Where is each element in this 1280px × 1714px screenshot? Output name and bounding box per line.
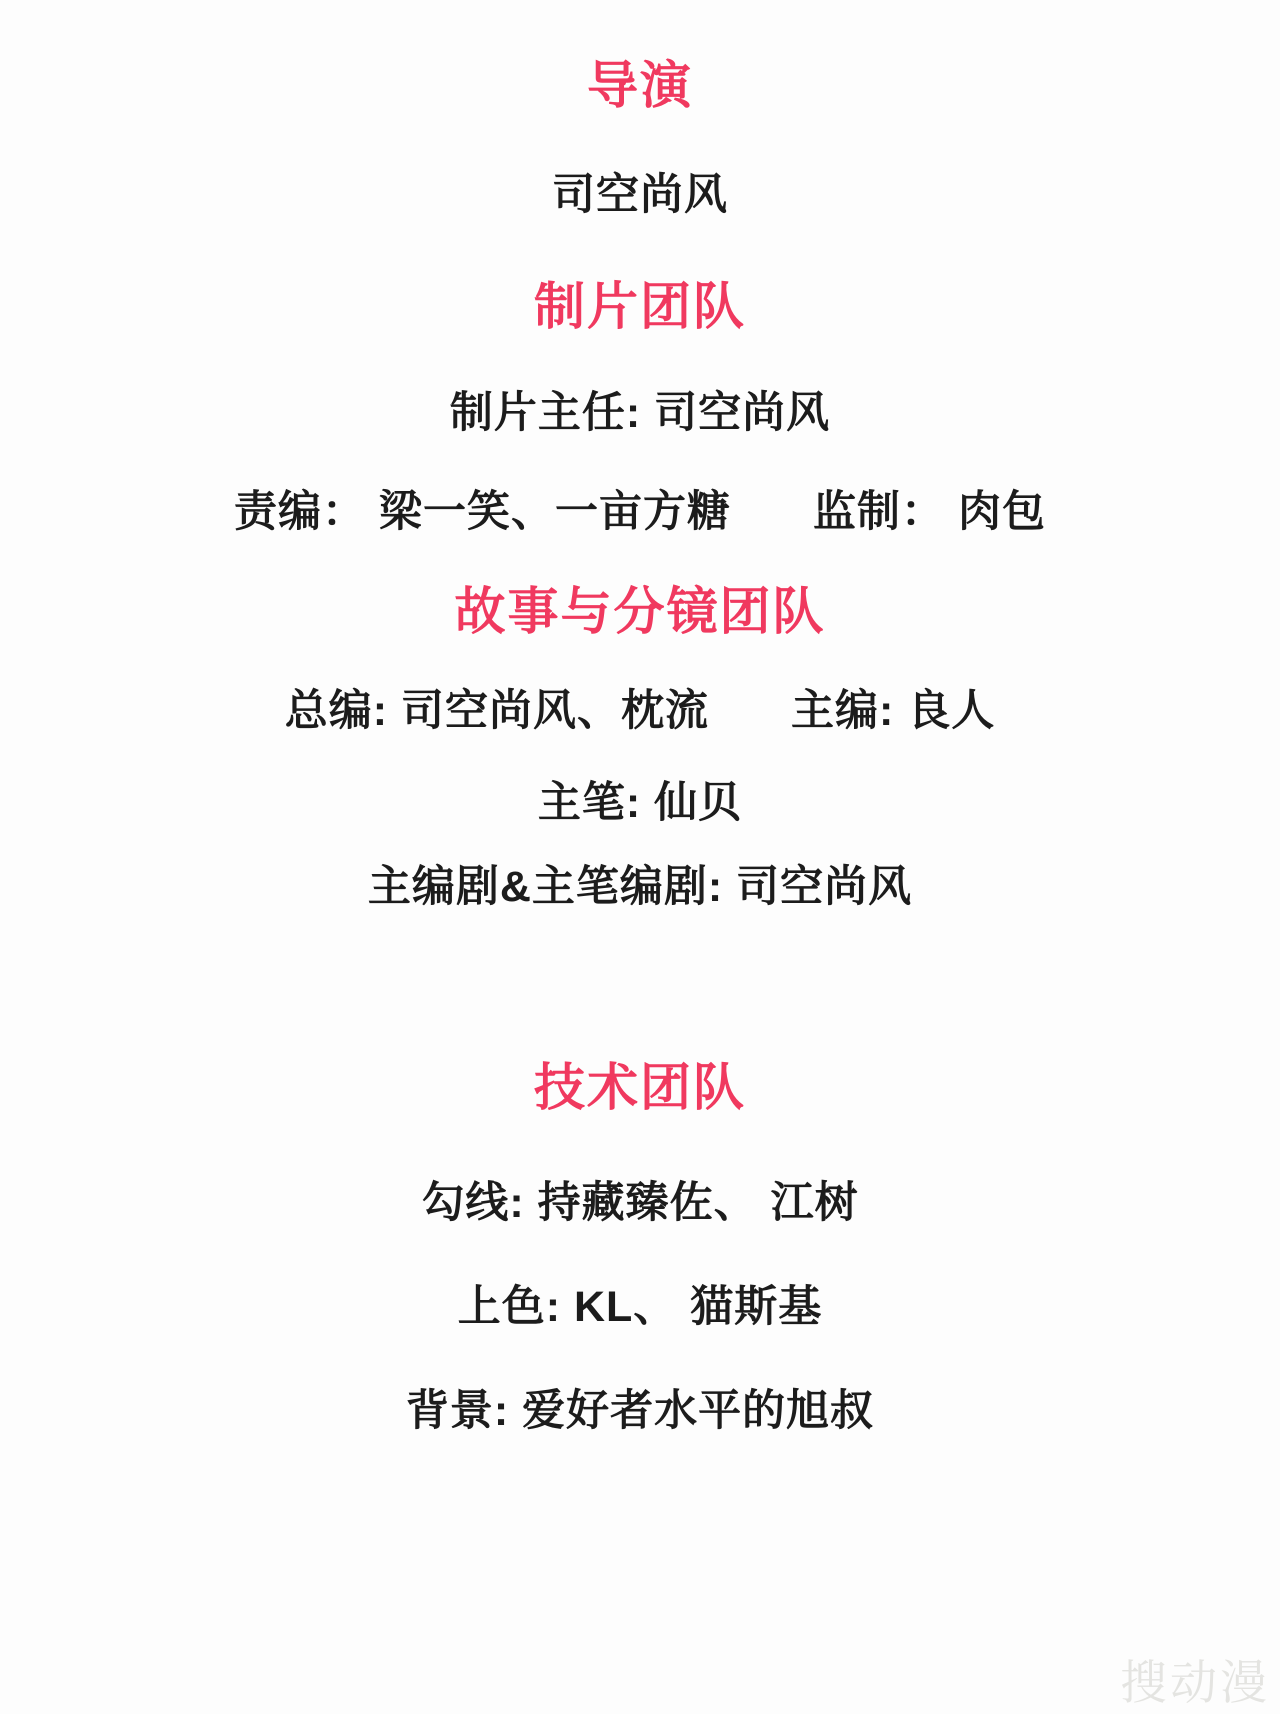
section-title-production-team: 制片团队: [533, 278, 746, 335]
credit-line-production-director: [0, 390, 1280, 437]
section-title-director: 导演: [586, 57, 693, 114]
credit-line-lead-writer: [0, 864, 1280, 911]
credit-text-lineart: 勾线: 持藏臻佐、 江树: [421, 1179, 859, 1227]
credit-text-lead-artist: 主笔: 仙贝: [537, 779, 743, 827]
credit-text-background-art: 背景: 爱好者水平的旭叔: [405, 1387, 875, 1435]
credit-line-lead-artist: [0, 780, 1280, 827]
credit-text-main-editor: 主编: 良人: [791, 687, 996, 735]
credit-line-background-art: [0, 1388, 1280, 1435]
credit-line-chief-editors: [0, 688, 1280, 735]
credit-line-lineart: [0, 1180, 1280, 1227]
credit-text-production-director: 制片主任: 司空尚风: [449, 389, 831, 437]
credit-line-director: [0, 172, 1280, 219]
credit-line-editors-supervisor: [0, 489, 1280, 536]
credit-text-supervisor: 监制： 肉包: [813, 488, 1046, 536]
watermark-text: 搜动漫: [1120, 1656, 1270, 1709]
credit-text-coloring: 上色: KL、 猫斯基: [457, 1283, 823, 1331]
credit-text-lead-writer: 主编剧&主笔编剧: 司空尚风: [367, 863, 913, 911]
credit-text-director-name: 司空尚风: [552, 171, 728, 219]
credit-text-chief-editor: 总编: 司空尚风、枕流: [284, 687, 709, 735]
section-title-story-storyboard-team: 故事与分镜团队: [454, 583, 826, 640]
section-title-technical-team: 技术团队: [533, 1059, 746, 1116]
credit-line-coloring: [0, 1284, 1280, 1331]
credit-text-editors: 责编： 梁一笑、一亩方糖: [234, 488, 731, 536]
